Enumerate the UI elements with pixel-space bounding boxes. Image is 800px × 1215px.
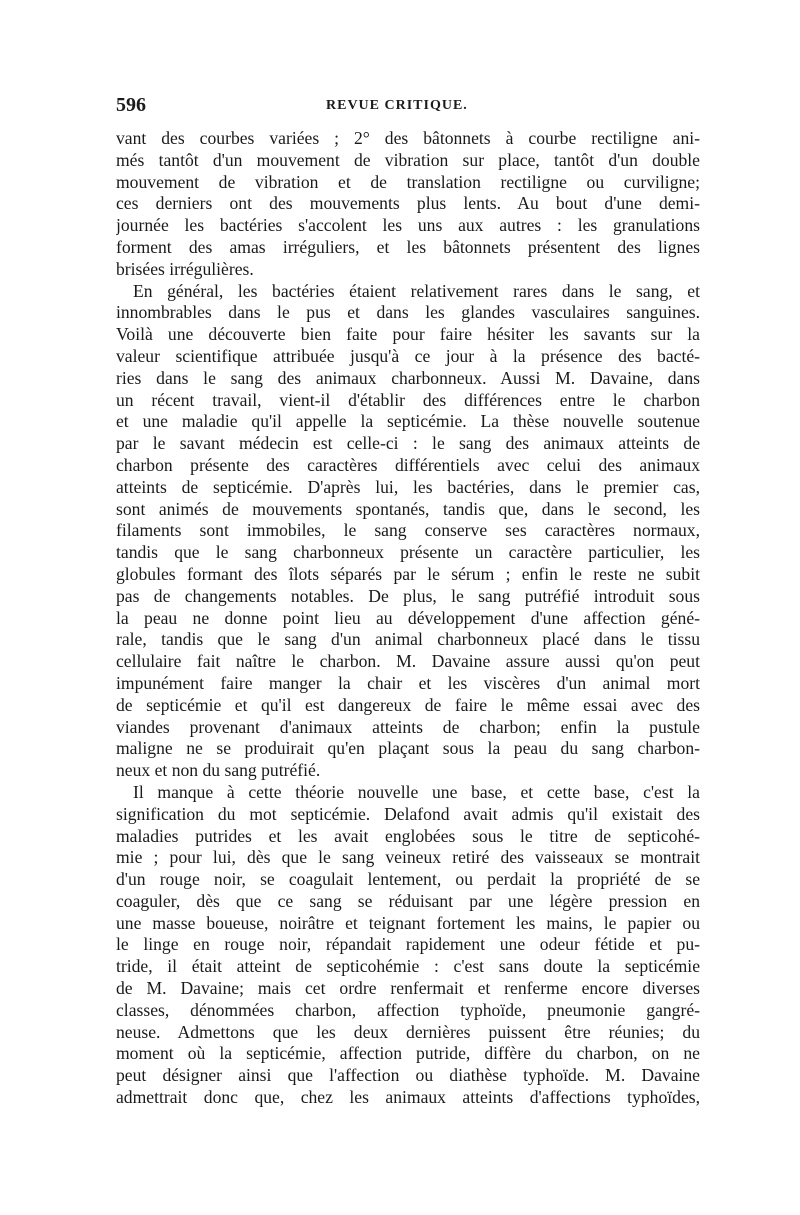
text-line: viandes provenant d'animaux atteints de charbon; enfin la pustule bbox=[116, 716, 700, 737]
text-line: valeur scientifique attribuée jusqu'à ce jour à la présence des bacté- bbox=[116, 345, 700, 366]
text-line: globules formant des îlots séparés par le sérum ; enfin le reste ne subit bbox=[116, 563, 700, 584]
text-line: de septicémie et qu'il est dangereux de faire le même essai avec des bbox=[116, 694, 700, 715]
text-line: Voilà une découverte bien faite pour faire hésiter les savants sur la bbox=[116, 324, 700, 345]
text-line: le linge en rouge noir, répandait rapidement une odeur fétide et pu- bbox=[116, 934, 700, 955]
text-line: tandis que le sang charbonneux présente un caractère particulier, les bbox=[116, 542, 700, 563]
paragraph-start-line: Il manque à cette théorie nouvelle une base, et cette base, c'est la bbox=[133, 781, 700, 802]
text-line: filaments sont immobiles, le sang conserve ses caractères normaux, bbox=[116, 520, 700, 541]
text-line: moment où la septicémie, affection putride, diffère du charbon, on ne bbox=[116, 1043, 700, 1064]
text-line: d'un rouge noir, se coagulait lentement, ou perdait la propriété de se bbox=[116, 869, 700, 890]
text-line: charbon présente des caractères différentiels avec celui des animaux bbox=[116, 454, 700, 475]
text-line: mouvement de vibration et de translation rectiligne ou curviligne; bbox=[116, 171, 700, 192]
text-line: coaguler, dès que ce sang se réduisant par une légère pression en bbox=[116, 890, 700, 911]
text-line: tride, il était atteint de septicohémie : c'est sans doute la septicémie bbox=[116, 956, 700, 977]
text-line: de M. Davaine; mais cet ordre renfermait et renferme encore diverses bbox=[116, 978, 700, 999]
text-line: admettrait donc que, chez les animaux atteints d'affections typhoïdes, bbox=[116, 1087, 700, 1108]
running-head: REVUE CRITIQUE. bbox=[326, 98, 468, 113]
text-line: par le savant médecin est celle-ci : le sang des animaux atteints de bbox=[116, 433, 700, 454]
text-line: neuse. Admettons que les deux dernières puissent être réunies; du bbox=[116, 1021, 700, 1042]
text-line: pas de changements notables. De plus, le sang putréfié introduit sous bbox=[116, 585, 700, 606]
text-line: et une maladie qu'il appelle la septicémie. La thèse nouvelle soutenue bbox=[116, 411, 700, 432]
text-line: une masse boueuse, noirâtre et teignant fortement les mains, le papier ou bbox=[116, 912, 700, 933]
text-line: maladies putrides et les avait englobées sous le titre de septicohé- bbox=[116, 825, 700, 846]
text-line: neux et non du sang putréfié. bbox=[116, 760, 321, 781]
text-line: vant des courbes variées ; 2° des bâtonnets à courbe rectiligne ani- bbox=[116, 128, 700, 148]
text-line: classes, dénommées charbon, affection typhoïde, pneumonie gangré- bbox=[116, 999, 700, 1020]
text-line: cellulaire fait naître le charbon. M. Davaine assure aussi qu'on peut bbox=[116, 651, 700, 672]
paragraph-start-line: En général, les bactéries étaient relativement rares dans le sang, et bbox=[133, 280, 700, 301]
text-line: peut désigner ainsi que l'affection ou diathèse typhoïde. M. Davaine bbox=[116, 1065, 700, 1086]
text-line: la peau ne donne point lieu au développement d'une affection géné- bbox=[116, 607, 700, 628]
text-line: forment des amas irréguliers, et les bâtonnets présentent des lignes bbox=[116, 236, 700, 257]
text-line: mie ; pour lui, dès que le sang veineux retiré des vaisseaux se montrait bbox=[116, 847, 700, 868]
text-line: sont animés de mouvements spontanés, tandis que, dans le second, les bbox=[116, 498, 700, 519]
text-line: ces derniers ont des mouvements plus lents. Au bout d'une demi- bbox=[116, 193, 700, 214]
text-line: impunément faire manger la chair et les viscères d'un animal mort bbox=[116, 672, 700, 693]
text-line: rale, tandis que le sang d'un animal charbonneux placé dans le tissu bbox=[116, 629, 700, 650]
text-line: atteints de septicémie. D'après lui, les bactéries, dans le premier cas, bbox=[116, 476, 700, 497]
text-line: journée les bactéries s'accolent les uns aux autres : les granulations bbox=[116, 215, 700, 236]
body-text bbox=[116, 128, 700, 1109]
page-header bbox=[116, 94, 700, 120]
text-line: signification du mot septicémie. Delafond avait admis qu'il existait des bbox=[116, 803, 700, 824]
text-line: brisées irrégulières. bbox=[116, 258, 254, 279]
text-line: innombrables dans le pus et dans les glandes vasculaires sanguines. bbox=[116, 302, 700, 323]
text-line: més tantôt d'un mouvement de vibration sur place, tantôt d'un double bbox=[116, 149, 700, 170]
text-line: ries dans le sang des animaux charbonneux. Aussi M. Davaine, dans bbox=[116, 367, 700, 388]
text-line: maligne ne se produirait qu'en plaçant sous la peau du sang charbon- bbox=[116, 738, 700, 759]
text-line: un récent travail, vient-il d'établir des différences entre le charbon bbox=[116, 389, 700, 410]
page-number: 596 bbox=[116, 94, 146, 116]
